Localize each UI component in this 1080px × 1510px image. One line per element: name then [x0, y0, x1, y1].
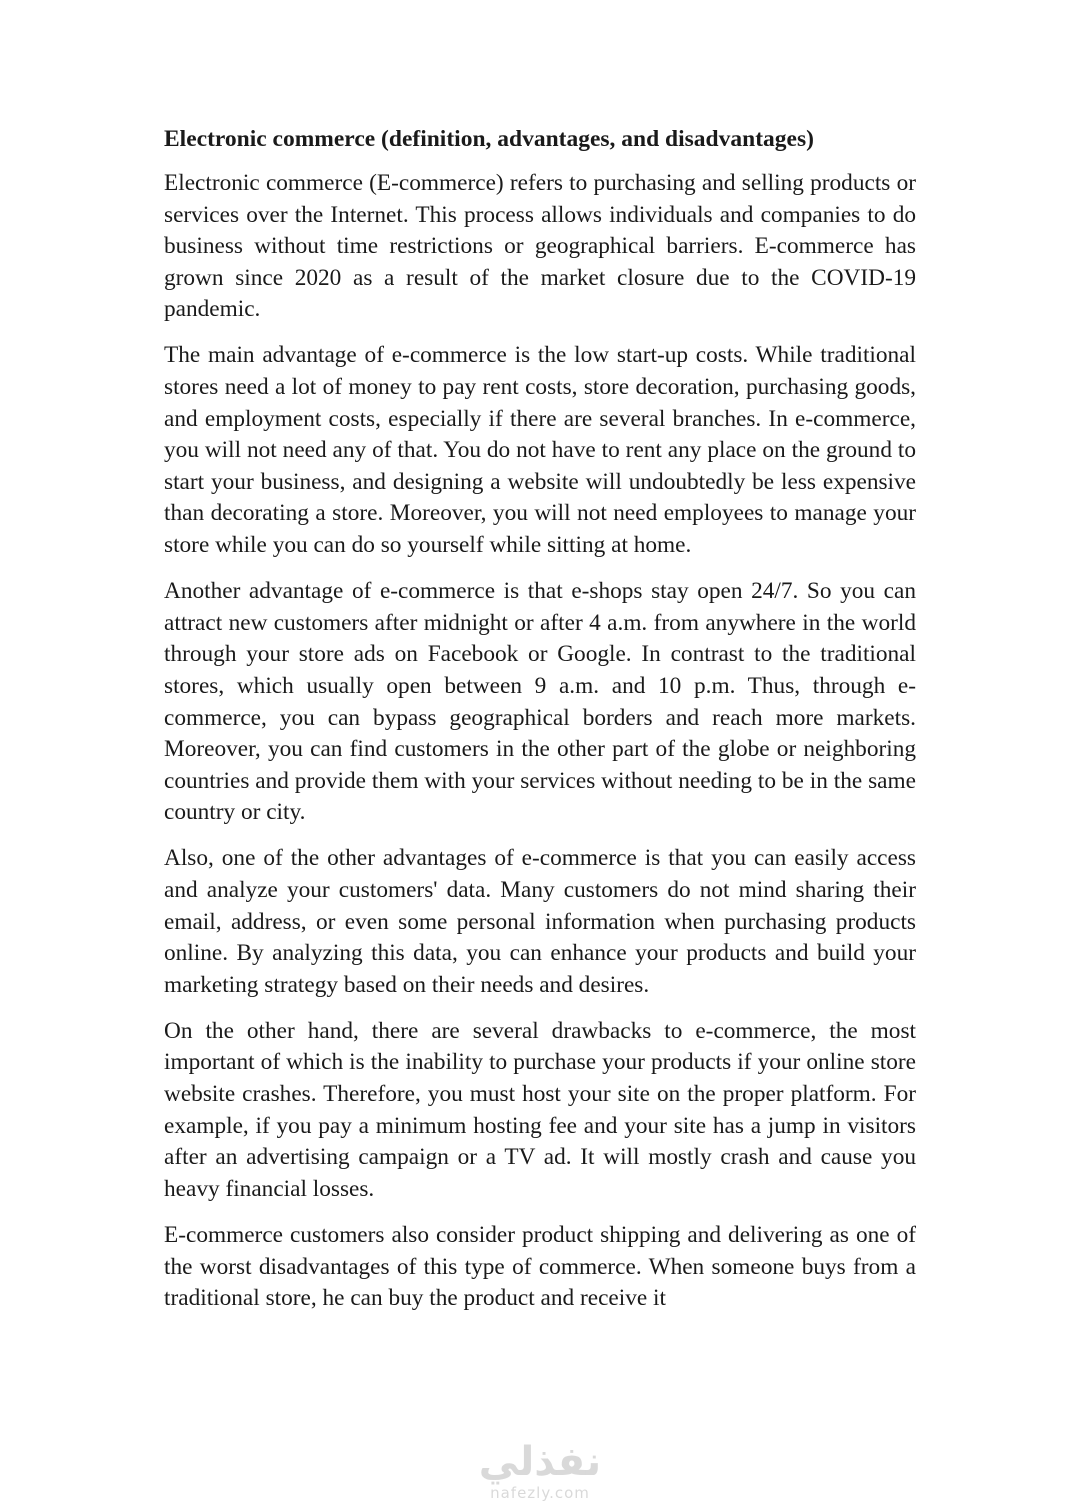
paragraph-customer-data: Also, one of the other advantages of e-commerce is that you can easily access and analyze your customers' data. Many customers do not mind sharing their email, address, or even some personal information when purchasing products online. By analyzing this data, you can enhance your products and build your marketing strategy based on their needs and desires. — [164, 845, 916, 998]
paragraph-open-24-7: Another advantage of e-commerce is that e-shops stay open 24/7. So you can attract new customers after midnight or after 4 a.m. from anywhere in the world through your store ads on Facebook or Google. In contrast to the traditional stores, which usually open between 9 a.m. and 10 p.m. Thus, through e-commerce, you can bypass geographical borders and reach more markets. Moreover, you can find customers in the other part of the globe or neighboring countries and provide them with your services without needing to be in the same country or city. — [164, 578, 916, 826]
watermark-url: nafezly.com — [490, 1484, 590, 1502]
paragraph-shipping: E-commerce customers also consider product shipping and delivering as one of the worst disadvantages of this type of commerce. When someone buys from a traditional store, he can buy the product and receive it — [164, 1221, 916, 1312]
paragraph-definition: Electronic commerce (E-commerce) refers to purchasing and selling products or services over the Internet. This process allows individuals and companies to do business without time restrictions or geographical barriers. E-commerce has grown since 2020 as a result of the market closure due to the COVID-19 pandemic. — [164, 170, 916, 323]
document-page — [164, 122, 916, 1314]
paragraph-drawbacks-crash: On the other hand, there are several drawbacks to e-commerce, the most important of which is the inability to purchase your products if your online store website crashes. Therefore, you must host your site on the proper platform. For example, if you pay a minimum hosting fee and your site has a jump in visitors after an advertising campaign or a TV ad. It will mostly crash and cause you heavy financial losses. — [164, 1017, 916, 1202]
nafezly-watermark — [470, 1440, 610, 1510]
document-title: Electronic commerce (definition, advantages, and disadvantages) — [164, 126, 814, 152]
paragraph-startup-costs: The main advantage of e-commerce is the low start-up costs. While traditional stores need a lot of money to pay rent costs, store decoration, purchasing goods, and employment costs, especially if there are several branches. In e-commerce, you will not need any of that. You do not have to rent any place on the ground to start your business, and designing a website will undoubtedly be less expensive than decorating a store. Moreover, you will not need employees to manage your store while you can do so yourself while sitting at home. — [164, 342, 916, 559]
watermark-logo: نفذلي — [478, 1439, 602, 1485]
